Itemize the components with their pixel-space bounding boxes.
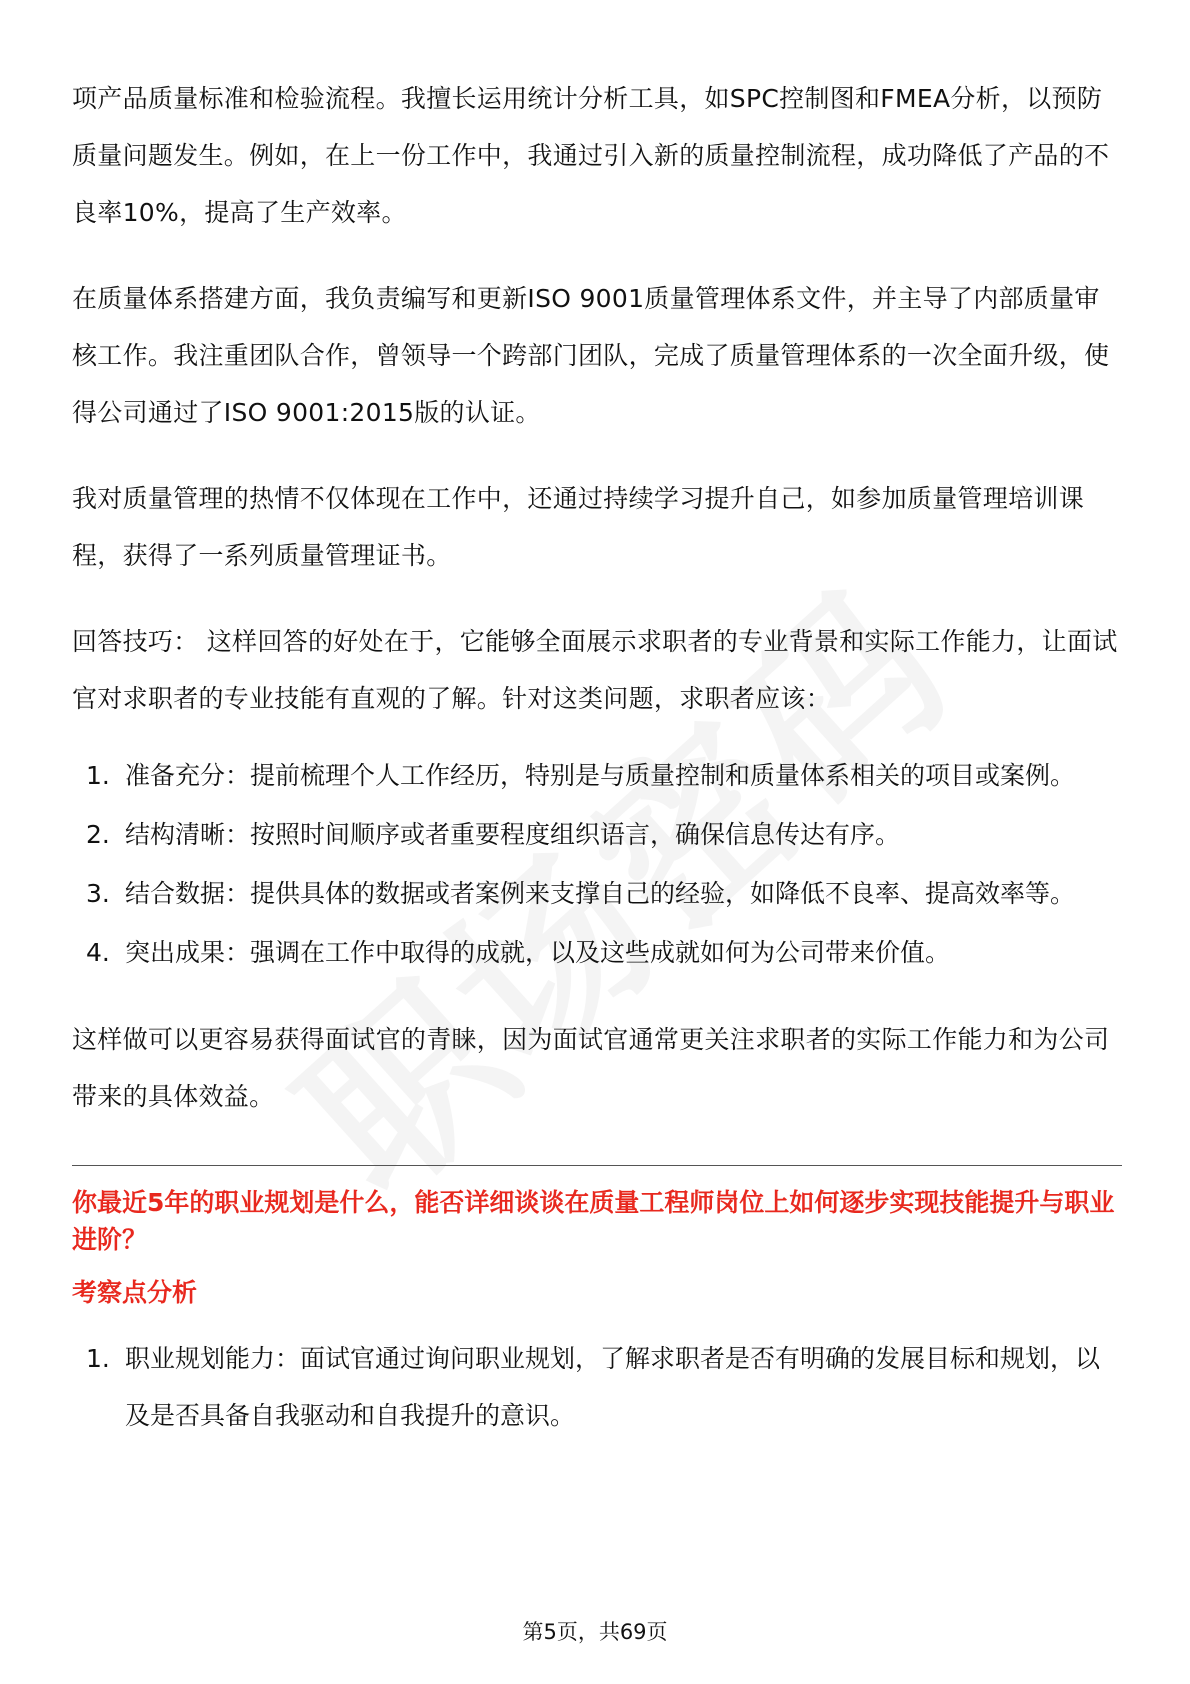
paragraph-learning: 我对质量管理的热情不仅体现在工作中，还通过持续学习提升自己，如参加质量管理培训课程，获得了一系列质量管理证书。 xyxy=(72,484,1085,570)
paragraph-answer-tips: 回答技巧： 这样回答的好处在于，它能够全面展示求职者的专业背景和实际工作能力，让面试官对求职者的专业技能有直观的了解。针对这类问题，求职者应该： xyxy=(72,627,1118,713)
list-item: 1. 准备充分：提前梳理个人工作经历，特别是与质量控制和质量体系相关的项目或案例。 xyxy=(86,761,1076,790)
interview-question: 你最近5年的职业规划是什么，能否详细谈谈在质量工程师岗位上如何逐步实现技能提升与职业进阶？ xyxy=(72,1188,1115,1254)
paragraph-quality-system: 在质量体系搭建方面，我负责编写和更新ISO 9001质量管理体系文件，并主导了内部质量审核工作。我注重团队合作，曾领导一个跨部门团队，完成了质量管理体系的一次全面升级，使得公司通过了ISO 9001:2015版的认证。 xyxy=(72,284,1110,427)
tips-list xyxy=(72,747,1122,981)
paragraph-experience: 项产品质量标准和检验流程。我擅长运用统计分析工具，如SPC控制图和FMEA分析，以预防质量问题发生。例如，在上一份工作中，我通过引入新的质量控制流程，成功降低了产品的不良率10%，提高了生产效率。 xyxy=(72,84,1110,227)
list-item: 2. 结构清晰：按照时间顺序或者重要程度组织语言，确保信息传达有序。 xyxy=(86,820,901,849)
paragraph-closing: 这样做可以更容易获得面试官的青睐，因为面试官通常更关注求职者的实际工作能力和为公司带来的具体效益。 xyxy=(72,1025,1110,1111)
section-divider xyxy=(72,1165,1122,1166)
list-item: 3. 结合数据：提供具体的数据或者案例来支撑自己的经验，如降低不良率、提高效率等。 xyxy=(86,879,1076,908)
list-item: 1. 职业规划能力：面试官通过询问职业规划，了解求职者是否有明确的发展目标和规划，以及是否具备自我驱动和自我提升的意识。 xyxy=(86,1344,1101,1430)
page-content xyxy=(72,70,1122,1474)
list-item: 4. 突出成果：强调在工作中取得的成就，以及这些成就如何为公司带来价值。 xyxy=(86,938,951,967)
analysis-heading: 考察点分析 xyxy=(72,1278,198,1307)
analysis-list xyxy=(72,1330,1122,1444)
page-footer: 第5页，共69页 xyxy=(522,1620,668,1644)
